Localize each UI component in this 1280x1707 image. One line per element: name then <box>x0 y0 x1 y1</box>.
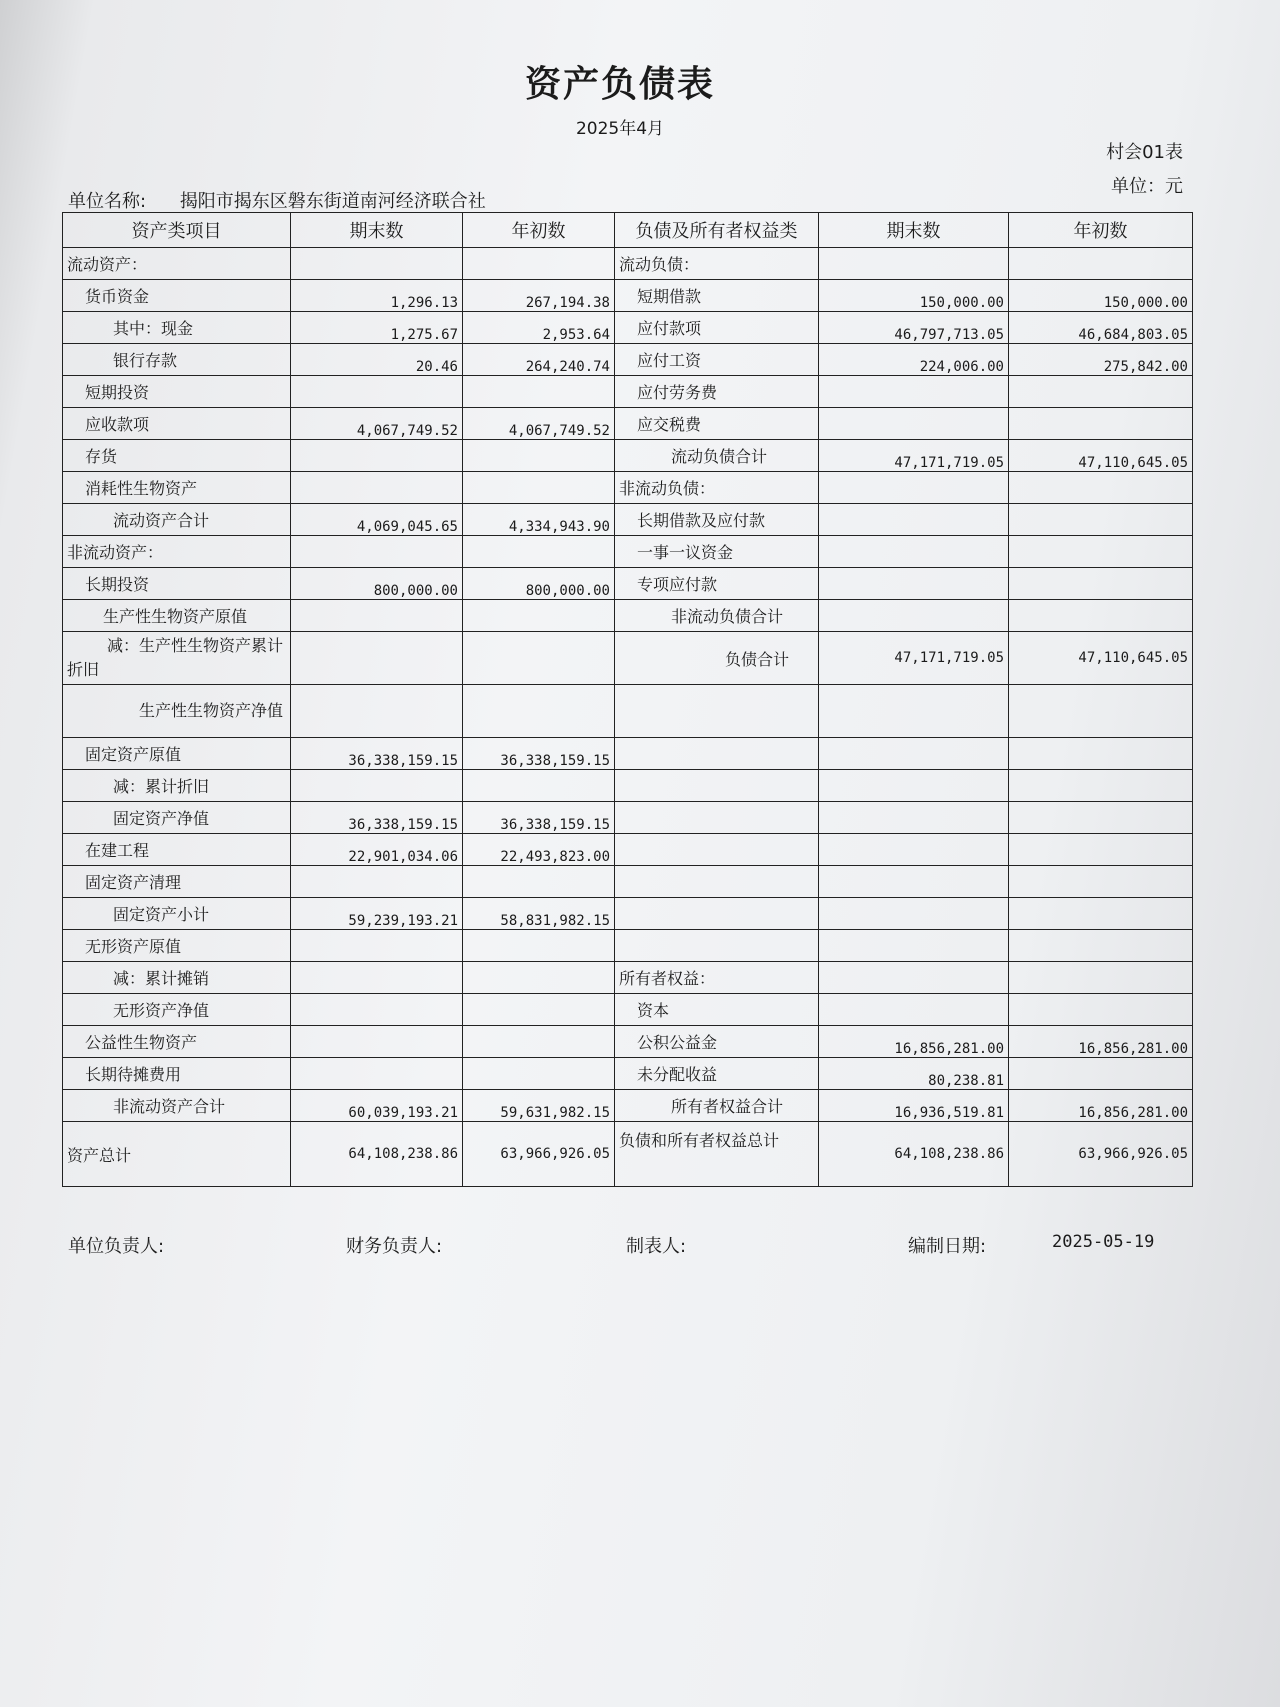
asset-label: 减：生产性生物资产累计折旧 <box>63 632 291 685</box>
table-row-grand-total <box>63 1122 1193 1187</box>
asset-begin-value: 264,240.74 <box>463 344 615 376</box>
liability-begin-value: 47,110,645.05 <box>1009 440 1193 472</box>
form-code: 村会01表 <box>1106 142 1183 163</box>
liability-begin-value <box>1009 738 1193 770</box>
prepared-date-value: 2025-05-19 <box>1052 1232 1155 1252</box>
asset-begin-value <box>463 994 615 1026</box>
liability-label <box>615 770 819 802</box>
balance-sheet-table <box>62 212 1193 1187</box>
liability-label: 负债和所有者权益总计 <box>615 1122 819 1187</box>
asset-label: 固定资产小计 <box>63 898 291 930</box>
asset-end-value: 4,067,749.52 <box>291 408 463 440</box>
liability-begin-value <box>1009 1058 1193 1090</box>
liability-label <box>615 802 819 834</box>
liability-begin-value <box>1009 504 1193 536</box>
asset-end-value: 59,239,193.21 <box>291 898 463 930</box>
prepared-date-label: 编制日期: <box>908 1236 987 1257</box>
asset-end-value: 36,338,159.15 <box>291 802 463 834</box>
table-row <box>63 280 1193 312</box>
liability-end-value <box>819 248 1009 280</box>
liability-end-value: 47,171,719.05 <box>819 632 1009 685</box>
report-period: 2025年4月 <box>575 119 665 139</box>
asset-begin-value <box>463 536 615 568</box>
asset-begin-value <box>463 632 615 685</box>
liability-end-value <box>819 408 1009 440</box>
asset-label: 非流动资产合计 <box>63 1090 291 1122</box>
liability-end-value: 80,238.81 <box>819 1058 1009 1090</box>
liability-end-value: 224,006.00 <box>819 344 1009 376</box>
liability-label: 专项应付款 <box>615 568 819 600</box>
asset-label: 无形资产原值 <box>63 930 291 962</box>
asset-begin-value: 4,334,943.90 <box>463 504 615 536</box>
table-row <box>63 408 1193 440</box>
table-row <box>63 962 1193 994</box>
asset-end-value <box>291 376 463 408</box>
asset-begin-value <box>463 1026 615 1058</box>
liability-end-value <box>819 770 1009 802</box>
table-row <box>63 802 1193 834</box>
asset-begin-value: 2,953.64 <box>463 312 615 344</box>
asset-label: 长期待摊费用 <box>63 1058 291 1090</box>
asset-end-value: 64,108,238.86 <box>291 1122 463 1187</box>
asset-end-value: 60,039,193.21 <box>291 1090 463 1122</box>
asset-label: 消耗性生物资产 <box>63 472 291 504</box>
asset-label: 资产总计 <box>63 1122 291 1187</box>
asset-label: 银行存款 <box>63 344 291 376</box>
liability-end-value <box>819 962 1009 994</box>
asset-label: 其中：现金 <box>63 312 291 344</box>
asset-label: 流动资产合计 <box>63 504 291 536</box>
organization-label: 单位名称: <box>68 191 147 212</box>
asset-label: 短期投资 <box>63 376 291 408</box>
liability-begin-value <box>1009 802 1193 834</box>
asset-label: 生产性生物资产原值 <box>63 600 291 632</box>
liability-end-value <box>819 994 1009 1026</box>
liability-end-value <box>819 898 1009 930</box>
asset-end-value <box>291 962 463 994</box>
column-header-asset-end: 期末数 <box>291 213 463 248</box>
asset-end-value: 1,275.67 <box>291 312 463 344</box>
asset-begin-value: 36,338,159.15 <box>463 738 615 770</box>
asset-label: 应收款项 <box>63 408 291 440</box>
liability-end-value <box>819 472 1009 504</box>
asset-label: 生产性生物资产净值 <box>63 685 291 738</box>
table-row <box>63 344 1193 376</box>
column-header-liab-item: 负债及所有者权益类 <box>615 213 819 248</box>
liability-label: 应交税费 <box>615 408 819 440</box>
liability-label <box>615 866 819 898</box>
liability-label: 短期借款 <box>615 280 819 312</box>
table-row <box>63 536 1193 568</box>
asset-begin-value <box>463 685 615 738</box>
asset-begin-value <box>463 376 615 408</box>
asset-end-value <box>291 1058 463 1090</box>
liability-begin-value <box>1009 770 1193 802</box>
liability-label: 非流动负债： <box>615 472 819 504</box>
table-row <box>63 632 1193 685</box>
asset-label: 非流动资产： <box>63 536 291 568</box>
asset-end-value <box>291 770 463 802</box>
document-title: 资产负债表 <box>524 63 715 105</box>
liability-label: 流动负债： <box>615 248 819 280</box>
asset-end-value: 22,901,034.06 <box>291 834 463 866</box>
liability-begin-value: 150,000.00 <box>1009 280 1193 312</box>
liability-begin-value <box>1009 962 1193 994</box>
asset-label: 固定资产原值 <box>63 738 291 770</box>
asset-label: 在建工程 <box>63 834 291 866</box>
asset-label: 流动资产： <box>63 248 291 280</box>
liability-label: 公积公益金 <box>615 1026 819 1058</box>
liability-end-value <box>819 866 1009 898</box>
asset-label: 存货 <box>63 440 291 472</box>
table-row <box>63 898 1193 930</box>
liability-label <box>615 834 819 866</box>
asset-label: 长期投资 <box>63 568 291 600</box>
asset-end-value: 800,000.00 <box>291 568 463 600</box>
liability-begin-value <box>1009 248 1193 280</box>
column-header-liab-begin: 年初数 <box>1009 213 1193 248</box>
liability-label: 所有者权益： <box>615 962 819 994</box>
liability-end-value: 47,171,719.05 <box>819 440 1009 472</box>
liability-end-value <box>819 685 1009 738</box>
liability-begin-value <box>1009 536 1193 568</box>
liability-end-value <box>819 802 1009 834</box>
table-row <box>63 866 1193 898</box>
asset-end-value: 36,338,159.15 <box>291 738 463 770</box>
liability-begin-value <box>1009 834 1193 866</box>
liability-begin-value <box>1009 994 1193 1026</box>
liability-begin-value <box>1009 376 1193 408</box>
liability-begin-value <box>1009 408 1193 440</box>
asset-label: 固定资产清理 <box>63 866 291 898</box>
asset-begin-value: 4,067,749.52 <box>463 408 615 440</box>
organization-name: 揭阳市揭东区磐东街道南河经济联合社 <box>179 191 486 212</box>
asset-begin-value <box>463 472 615 504</box>
asset-end-value <box>291 248 463 280</box>
finance-head-label: 财务负责人: <box>346 1236 443 1257</box>
asset-begin-value: 63,966,926.05 <box>463 1122 615 1187</box>
asset-end-value <box>291 994 463 1026</box>
asset-end-value <box>291 440 463 472</box>
asset-begin-value <box>463 962 615 994</box>
table-row <box>63 472 1193 504</box>
column-header-liab-end: 期末数 <box>819 213 1009 248</box>
liability-label <box>615 685 819 738</box>
liability-end-value <box>819 930 1009 962</box>
asset-begin-value: 800,000.00 <box>463 568 615 600</box>
liability-label: 应付款项 <box>615 312 819 344</box>
liability-label: 流动负债合计 <box>615 440 819 472</box>
liability-label: 一事一议资金 <box>615 536 819 568</box>
liability-begin-value <box>1009 866 1193 898</box>
asset-begin-value <box>463 866 615 898</box>
asset-begin-value: 58,831,982.15 <box>463 898 615 930</box>
liability-end-value <box>819 738 1009 770</box>
liability-begin-value: 46,684,803.05 <box>1009 312 1193 344</box>
table-row <box>63 568 1193 600</box>
table-row <box>63 504 1193 536</box>
asset-end-value <box>291 930 463 962</box>
asset-end-value <box>291 1026 463 1058</box>
liability-end-value: 46,797,713.05 <box>819 312 1009 344</box>
table-row <box>63 1026 1193 1058</box>
liability-begin-value: 16,856,281.00 <box>1009 1026 1193 1058</box>
liability-end-value <box>819 376 1009 408</box>
liability-begin-value <box>1009 472 1193 504</box>
asset-begin-value <box>463 440 615 472</box>
liability-label: 长期借款及应付款 <box>615 504 819 536</box>
liability-label: 应付劳务费 <box>615 376 819 408</box>
liability-begin-value <box>1009 685 1193 738</box>
liability-begin-value: 47,110,645.05 <box>1009 632 1193 685</box>
liability-label <box>615 898 819 930</box>
liability-begin-value <box>1009 568 1193 600</box>
column-header-asset-item: 资产类项目 <box>63 213 291 248</box>
liability-label: 资本 <box>615 994 819 1026</box>
unit-head-label: 单位负责人: <box>68 1236 165 1257</box>
asset-label: 减：累计摊销 <box>63 962 291 994</box>
organization-line <box>68 187 486 213</box>
asset-begin-value: 267,194.38 <box>463 280 615 312</box>
asset-begin-value <box>463 248 615 280</box>
table-row <box>63 738 1193 770</box>
asset-label: 公益性生物资产 <box>63 1026 291 1058</box>
table-row <box>63 930 1193 962</box>
liability-label: 未分配收益 <box>615 1058 819 1090</box>
liability-label <box>615 930 819 962</box>
liability-label: 非流动负债合计 <box>615 600 819 632</box>
asset-label: 无形资产净值 <box>63 994 291 1026</box>
table-row <box>63 440 1193 472</box>
liability-end-value: 64,108,238.86 <box>819 1122 1009 1187</box>
table-header-row <box>63 213 1193 248</box>
liability-begin-value: 63,966,926.05 <box>1009 1122 1193 1187</box>
liability-label: 所有者权益合计 <box>615 1090 819 1122</box>
liability-label <box>615 738 819 770</box>
table-row <box>63 834 1193 866</box>
asset-end-value <box>291 536 463 568</box>
asset-begin-value: 36,338,159.15 <box>463 802 615 834</box>
column-header-asset-begin: 年初数 <box>463 213 615 248</box>
asset-end-value <box>291 600 463 632</box>
asset-begin-value <box>463 770 615 802</box>
table-row <box>63 994 1193 1026</box>
table-row <box>63 1058 1193 1090</box>
asset-begin-value: 59,631,982.15 <box>463 1090 615 1122</box>
asset-end-value <box>291 632 463 685</box>
liability-end-value: 16,936,519.81 <box>819 1090 1009 1122</box>
liability-begin-value <box>1009 898 1193 930</box>
table-row <box>63 770 1193 802</box>
asset-label: 货币资金 <box>63 280 291 312</box>
asset-end-value <box>291 472 463 504</box>
asset-label: 减：累计折旧 <box>63 770 291 802</box>
liability-label: 负债合计 <box>615 632 819 685</box>
liability-begin-value <box>1009 930 1193 962</box>
liability-end-value <box>819 568 1009 600</box>
liability-end-value <box>819 504 1009 536</box>
liability-end-value: 16,856,281.00 <box>819 1026 1009 1058</box>
table-row <box>63 312 1193 344</box>
preparer-label: 制表人: <box>626 1236 687 1257</box>
currency-unit: 单位：元 <box>1111 176 1183 197</box>
liability-label: 应付工资 <box>615 344 819 376</box>
asset-end-value: 4,069,045.65 <box>291 504 463 536</box>
asset-end-value: 20.46 <box>291 344 463 376</box>
asset-end-value <box>291 866 463 898</box>
liability-end-value <box>819 536 1009 568</box>
table-row <box>63 600 1193 632</box>
liability-begin-value: 275,842.00 <box>1009 344 1193 376</box>
asset-begin-value <box>463 930 615 962</box>
asset-label: 固定资产净值 <box>63 802 291 834</box>
table-row <box>63 685 1193 738</box>
liability-begin-value: 16,856,281.00 <box>1009 1090 1193 1122</box>
table-row <box>63 1090 1193 1122</box>
table-row <box>63 376 1193 408</box>
liability-end-value: 150,000.00 <box>819 280 1009 312</box>
liability-begin-value <box>1009 600 1193 632</box>
asset-begin-value <box>463 600 615 632</box>
asset-begin-value <box>463 1058 615 1090</box>
liability-end-value <box>819 600 1009 632</box>
liability-end-value <box>819 834 1009 866</box>
table-row <box>63 248 1193 280</box>
asset-end-value <box>291 685 463 738</box>
asset-end-value: 1,296.13 <box>291 280 463 312</box>
asset-begin-value: 22,493,823.00 <box>463 834 615 866</box>
